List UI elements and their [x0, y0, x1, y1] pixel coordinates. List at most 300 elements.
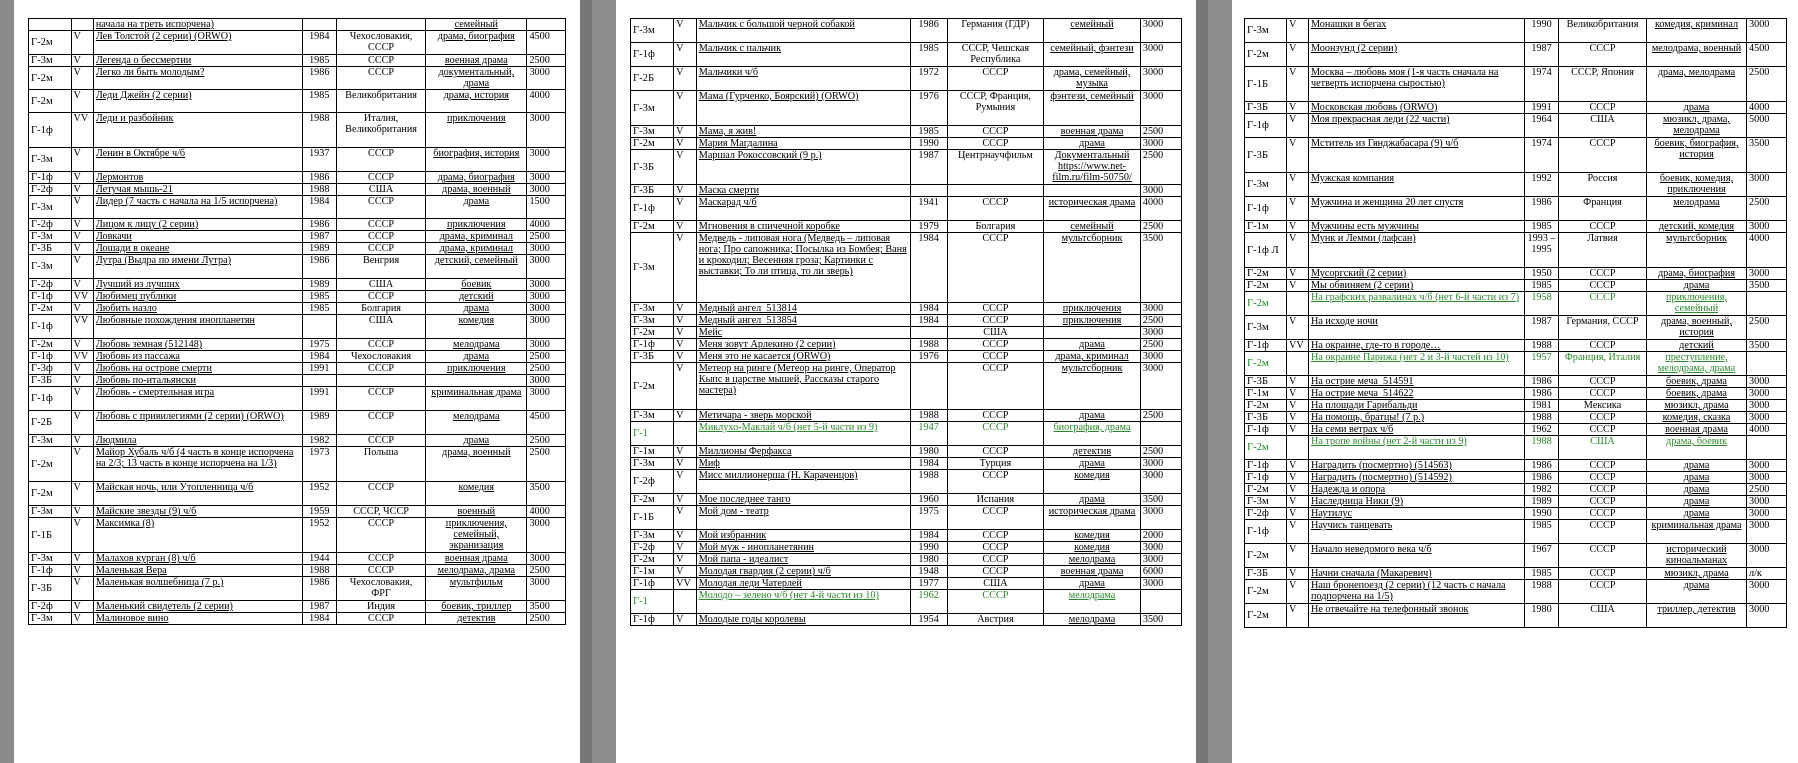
- film-title-cell: Мальчик с пальчик: [696, 43, 910, 67]
- table-row: [1245, 580, 1787, 604]
- check-mark-cell: V: [71, 90, 93, 113]
- film-title-cell: Любовь земная (512148): [93, 339, 302, 351]
- country-cell: СССР: [947, 590, 1044, 614]
- film-title-cell: Мое последнее танго: [696, 494, 910, 506]
- shelf-code-cell: Г-3м: [631, 91, 674, 126]
- shelf-code-cell: Г-3Б: [1245, 376, 1287, 388]
- shelf-code-cell: Г-3м: [631, 303, 674, 315]
- table-row: [29, 184, 566, 196]
- table-row: [29, 518, 566, 553]
- shelf-code-cell: Г-2Б: [631, 67, 674, 91]
- genre-cell: Документальный https://www.net-film.ru/film-50750/: [1044, 150, 1141, 185]
- table-row: [29, 553, 566, 565]
- table-row: [1245, 568, 1787, 580]
- check-mark-cell: V: [1287, 388, 1309, 400]
- check-mark-cell: V: [1287, 568, 1309, 580]
- price-cell: 2500: [527, 435, 566, 447]
- year-cell: 1992: [1525, 173, 1559, 197]
- check-mark-cell: VV: [71, 351, 93, 363]
- shelf-code-cell: Г-3м: [29, 553, 72, 565]
- shelf-code-cell: Г-1ф: [631, 578, 674, 590]
- table-row: [29, 55, 566, 67]
- country-cell: Чехословакия, ФРГ: [336, 577, 425, 601]
- check-mark-cell: V: [71, 255, 93, 279]
- price-cell: 3000: [1747, 400, 1787, 412]
- table-row: [1245, 508, 1787, 520]
- shelf-code-cell: Г-3ф: [29, 363, 72, 375]
- table-row: [631, 506, 1182, 530]
- film-title-cell: Лучший из лучших: [93, 279, 302, 291]
- country-cell: СССР: [336, 231, 425, 243]
- year-cell: 1984: [910, 315, 947, 327]
- genre-cell: приключения: [1044, 315, 1141, 327]
- year-cell: [302, 19, 336, 31]
- table-row: [29, 482, 566, 506]
- shelf-code-cell: Г-3м: [29, 55, 72, 67]
- year-cell: 1990: [1525, 508, 1559, 520]
- genre-cell: биография, драма: [1044, 422, 1141, 446]
- table-row: [1245, 376, 1787, 388]
- film-title-cell: Легко ли быть молодым?: [93, 67, 302, 90]
- year-cell: 1976: [910, 91, 947, 126]
- film-title-cell: Молодая леди Чатерлей: [696, 578, 910, 590]
- genre-cell: драма: [1044, 494, 1141, 506]
- year-cell: 1988: [910, 339, 947, 351]
- country-cell: Чехословакия: [336, 351, 425, 363]
- check-mark-cell: V: [1287, 544, 1309, 568]
- check-mark-cell: V: [1287, 197, 1309, 221]
- year-cell: 1985: [302, 291, 336, 303]
- shelf-code-cell: Г-1ф: [1245, 340, 1287, 352]
- price-cell: 3000: [1747, 460, 1787, 472]
- film-title-cell: Максимка (8): [93, 518, 302, 553]
- genre-cell: исторический киноальманах: [1647, 544, 1747, 568]
- genre-cell: драма: [1647, 508, 1747, 520]
- shelf-code-cell: Г-1ф: [1245, 472, 1287, 484]
- price-cell: 3000: [527, 243, 566, 255]
- country-cell: СССР: [336, 518, 425, 553]
- film-title-cell: Любовь из пассажа: [93, 351, 302, 363]
- price-cell: 2500: [1140, 446, 1181, 458]
- shelf-code-cell: Г-3м: [1245, 173, 1287, 197]
- check-mark-cell: V: [1287, 400, 1309, 412]
- year-cell: 1985: [302, 303, 336, 315]
- table-row: [631, 138, 1182, 150]
- film-title-cell: Маленькая волшебница (7 р.): [93, 577, 302, 601]
- shelf-code-cell: Г-3м: [1245, 316, 1287, 340]
- film-title-cell: Мария Магдалина: [696, 138, 910, 150]
- price-cell: [1140, 590, 1181, 614]
- film-title-cell: Маленький свидетель (2 серии): [93, 601, 302, 613]
- year-cell: 1988: [910, 470, 947, 494]
- genre-cell: военная драма: [1647, 424, 1747, 436]
- film-title-cell: Майская ночь, или Утопленница ч/б: [93, 482, 302, 506]
- price-cell: 3000: [1747, 472, 1787, 484]
- country-cell: СССР: [336, 67, 425, 90]
- film-title-cell: Ловкачи: [93, 231, 302, 243]
- film-title-cell: На графских развалинах ч/б (нет 6-й части из 7): [1309, 292, 1525, 316]
- genre-cell: драма: [1647, 472, 1747, 484]
- check-mark-cell: VV: [1287, 340, 1309, 352]
- film-title-cell: Мой дом - театр: [696, 506, 910, 530]
- genre-cell: драма: [1647, 496, 1747, 508]
- year-cell: 1962: [1525, 424, 1559, 436]
- shelf-code-cell: Г-3Б: [631, 185, 674, 197]
- genre-cell: драма, военный: [426, 184, 527, 196]
- country-cell: СССР: [1559, 138, 1647, 173]
- genre-cell: комедия: [1044, 542, 1141, 554]
- shelf-code-cell: Г-3м: [1245, 19, 1287, 43]
- year-cell: 1947: [910, 422, 947, 446]
- table-row: [1245, 138, 1787, 173]
- check-mark-cell: V: [674, 458, 697, 470]
- genre-cell: военная драма: [1044, 566, 1141, 578]
- country-cell: СССР: [336, 411, 425, 435]
- year-cell: 1974: [1525, 138, 1559, 173]
- year-cell: 1987: [302, 231, 336, 243]
- country-cell: Болгария: [947, 221, 1044, 233]
- genre-cell: драма: [1044, 458, 1141, 470]
- table-row: [29, 613, 566, 625]
- shelf-code-cell: Г-2м: [29, 67, 72, 90]
- genre-cell: детский, семейный: [426, 255, 527, 279]
- shelf-code-cell: Г-2м: [1245, 352, 1287, 376]
- country-cell: СССР: [947, 410, 1044, 422]
- year-cell: 1976: [910, 351, 947, 363]
- table-row: [29, 565, 566, 577]
- film-title-cell: начала на треть испорчена): [93, 19, 302, 31]
- genre-cell: драма, боевик: [1647, 436, 1747, 460]
- year-cell: 1986: [1525, 388, 1559, 400]
- genre-cell: военная драма: [1044, 126, 1141, 138]
- genre-cell: мелодрама: [426, 339, 527, 351]
- film-title-cell: Меня это не касается (ORWO): [696, 351, 910, 363]
- genre-cell: детектив: [1044, 446, 1141, 458]
- page-gap-left: [0, 0, 14, 763]
- check-mark-cell: V: [1287, 280, 1309, 292]
- table-row: [1245, 114, 1787, 138]
- film-title-cell: Молодо – зелено ч/б (нет 4-й части из 10): [696, 590, 910, 614]
- country-cell: [336, 375, 425, 387]
- check-mark-cell: V: [71, 55, 93, 67]
- country-cell: СССР: [947, 446, 1044, 458]
- price-cell: 2500: [1747, 316, 1787, 340]
- film-title-cell: Лицом к лицу (2 серии): [93, 219, 302, 231]
- country-cell: СССР: [1559, 484, 1647, 496]
- check-mark-cell: V: [71, 279, 93, 291]
- table-row: [1245, 412, 1787, 424]
- shelf-code-cell: Г-1ф: [631, 339, 674, 351]
- country-cell: СССР, Франция, Румыния: [947, 91, 1044, 126]
- table-row: [631, 542, 1182, 554]
- table-row: [631, 126, 1182, 138]
- price-cell: 3000: [1140, 138, 1181, 150]
- country-cell: США: [947, 327, 1044, 339]
- check-mark-cell: V: [71, 243, 93, 255]
- genre-cell: драма: [426, 303, 527, 315]
- genre-cell: биография, история: [426, 148, 527, 172]
- check-mark-cell: V: [71, 613, 93, 625]
- table-row: [29, 375, 566, 387]
- price-cell: 3000: [1140, 470, 1181, 494]
- film-title-cell: Начни сначала (Макаревич): [1309, 568, 1525, 580]
- genre-cell: драма: [1647, 460, 1747, 472]
- genre-cell: фэнтези, семейный: [1044, 91, 1141, 126]
- check-mark-cell: V: [674, 43, 697, 67]
- genre-cell: мелодрама: [1044, 590, 1141, 614]
- year-cell: 1988: [910, 410, 947, 422]
- year-cell: 1980: [1525, 604, 1559, 628]
- year-cell: 1985: [302, 90, 336, 113]
- film-title-cell: На площади Гарибальди: [1309, 400, 1525, 412]
- genre-cell: драма, история: [426, 90, 527, 113]
- shelf-code-cell: Г-3Б: [631, 150, 674, 185]
- year-cell: 1984: [302, 31, 336, 55]
- country-cell: Франция, Италия: [1559, 352, 1647, 376]
- shelf-code-cell: Г-1м: [631, 446, 674, 458]
- film-title-cell: Мама, я жив!: [696, 126, 910, 138]
- shelf-code-cell: [29, 19, 72, 31]
- country-cell: СССР: [947, 315, 1044, 327]
- shelf-code-cell: Г-3Б: [1245, 412, 1287, 424]
- film-title-cell: Молодые годы королевы: [696, 614, 910, 626]
- year-cell: 1989: [1525, 496, 1559, 508]
- price-cell: 3000: [527, 279, 566, 291]
- check-mark-cell: V: [674, 303, 697, 315]
- country-cell: СССР: [1559, 568, 1647, 580]
- price-cell: 4000: [527, 219, 566, 231]
- price-cell: 3000: [1140, 19, 1181, 43]
- shelf-code-cell: Г-3м: [631, 530, 674, 542]
- table-row: [1245, 544, 1787, 568]
- shelf-code-cell: Г-1ф Л: [1245, 233, 1287, 268]
- check-mark-cell: [71, 19, 93, 31]
- genre-cell: мультфильм: [426, 577, 527, 601]
- shelf-code-cell: Г-2м: [1245, 268, 1287, 280]
- country-cell: СССР: [1559, 424, 1647, 436]
- genre-cell: семейный: [426, 19, 527, 31]
- shelf-code-cell: Г-2м: [29, 339, 72, 351]
- film-title-cell: Метеор на ринге (Метеор на ринге, Оператор Кыпс в царстве мышей, Рассказы старого мастера): [696, 363, 910, 410]
- page-gap-2-inner: [1208, 0, 1232, 763]
- year-cell: 1989: [302, 279, 336, 291]
- country-cell: Чехословакия, СССР: [336, 31, 425, 55]
- check-mark-cell: V: [674, 197, 697, 221]
- year-cell: 1984: [910, 530, 947, 542]
- shelf-code-cell: Г-1Б: [631, 506, 674, 530]
- check-mark-cell: V: [674, 233, 697, 303]
- table-row: [29, 339, 566, 351]
- shelf-code-cell: Г-3Б: [1245, 568, 1287, 580]
- price-cell: 6000: [1140, 566, 1181, 578]
- shelf-code-cell: Г-2м: [631, 494, 674, 506]
- year-cell: 1985: [1525, 280, 1559, 292]
- country-cell: СССР: [947, 422, 1044, 446]
- film-title-cell: Не отвечайте на телефонный звонок: [1309, 604, 1525, 628]
- table-row: [631, 458, 1182, 470]
- genre-cell: драма: [1044, 339, 1141, 351]
- year-cell: 1972: [910, 67, 947, 91]
- check-mark-cell: V: [1287, 424, 1309, 436]
- price-cell: 4000: [527, 90, 566, 113]
- year-cell: 1988: [1525, 340, 1559, 352]
- price-cell: 3000: [527, 291, 566, 303]
- table-row: [29, 435, 566, 447]
- check-mark-cell: V: [1287, 496, 1309, 508]
- country-cell: СССР: [1559, 292, 1647, 316]
- shelf-code-cell: Г-1ф: [1245, 424, 1287, 436]
- check-mark-cell: V: [674, 185, 697, 197]
- price-cell: 3000: [1140, 43, 1181, 67]
- film-title-cell: Мой папа - идеалист: [696, 554, 910, 566]
- film-title-cell: Мама (Гурченко, Боярский) (ORWO): [696, 91, 910, 126]
- table-row: [631, 339, 1182, 351]
- year-cell: 1984: [910, 303, 947, 315]
- shelf-code-cell: Г-3м: [29, 231, 72, 243]
- shelf-code-cell: Г-2м: [631, 221, 674, 233]
- country-cell: СССР: [336, 219, 425, 231]
- check-mark-cell: V: [71, 553, 93, 565]
- shelf-code-cell: Г-2ф: [29, 184, 72, 196]
- film-title-cell: Наследница Ники (9): [1309, 496, 1525, 508]
- check-mark-cell: V: [71, 172, 93, 184]
- country-cell: Франция: [1559, 197, 1647, 221]
- shelf-code-cell: Г-1ф: [29, 113, 72, 148]
- country-cell: Италия, Великобритания: [336, 113, 425, 148]
- table-row: [631, 614, 1182, 626]
- price-cell: 2500: [1140, 221, 1181, 233]
- check-mark-cell: V: [674, 351, 697, 363]
- shelf-code-cell: Г-2м: [1245, 604, 1287, 628]
- price-cell: 3500: [527, 482, 566, 506]
- check-mark-cell: V: [71, 148, 93, 172]
- price-cell: 3000: [527, 113, 566, 148]
- genre-cell: мелодрама: [1044, 614, 1141, 626]
- country-cell: США: [336, 279, 425, 291]
- genre-cell: приключения, семейный: [1647, 292, 1747, 316]
- table-row: [29, 90, 566, 113]
- check-mark-cell: V: [71, 601, 93, 613]
- shelf-code-cell: Г-1ф: [29, 172, 72, 184]
- country-cell: СССР: [947, 530, 1044, 542]
- year-cell: 1959: [302, 506, 336, 518]
- table-row: [631, 19, 1182, 43]
- check-mark-cell: V: [71, 339, 93, 351]
- year-cell: 1937: [302, 148, 336, 172]
- film-title-cell: Начало неведомого века ч/б: [1309, 544, 1525, 568]
- genre-cell: комедия, криминал: [1647, 19, 1747, 43]
- table-row: [631, 363, 1182, 410]
- table-row: [1245, 472, 1787, 484]
- year-cell: 1990: [910, 542, 947, 554]
- check-mark-cell: VV: [71, 291, 93, 303]
- film-title-cell: Лошади в океане: [93, 243, 302, 255]
- country-cell: Турция: [947, 458, 1044, 470]
- year-cell: 1985: [910, 126, 947, 138]
- table-row: [29, 279, 566, 291]
- year-cell: 1986: [1525, 197, 1559, 221]
- check-mark-cell: VV: [71, 315, 93, 339]
- table-row: [29, 303, 566, 315]
- check-mark-cell: V: [1287, 376, 1309, 388]
- country-cell: СССР: [336, 243, 425, 255]
- shelf-code-cell: Г-2м: [631, 554, 674, 566]
- film-title-cell: Любить назло: [93, 303, 302, 315]
- genre-cell: военная драма: [426, 553, 527, 565]
- shelf-code-cell: Г-1ф: [29, 387, 72, 411]
- price-cell: 3000: [1747, 173, 1787, 197]
- film-title-cell: Лидер (7 часть с начала на 1/5 испорчена): [93, 196, 302, 219]
- price-cell: 3000: [1140, 554, 1181, 566]
- year-cell: 1985: [1525, 221, 1559, 233]
- country-cell: Австрия: [947, 614, 1044, 626]
- table-row: [1245, 173, 1787, 197]
- genre-cell: драма: [1647, 102, 1747, 114]
- genre-cell: драма: [426, 435, 527, 447]
- genre-cell: боевик, триллер: [426, 601, 527, 613]
- price-cell: [1140, 422, 1181, 446]
- shelf-code-cell: Г-2м: [29, 482, 72, 506]
- year-cell: 1975: [302, 339, 336, 351]
- price-cell: 3000: [527, 387, 566, 411]
- check-mark-cell: V: [674, 327, 697, 339]
- table-row: [29, 255, 566, 279]
- year-cell: 1989: [302, 411, 336, 435]
- country-cell: СССР: [1559, 580, 1647, 604]
- genre-cell: приключения: [426, 363, 527, 375]
- genre-cell: [1044, 185, 1141, 197]
- country-cell: СССР: [336, 613, 425, 625]
- price-cell: 3000: [1140, 91, 1181, 126]
- year-cell: 1991: [302, 363, 336, 375]
- check-mark-cell: V: [674, 138, 697, 150]
- check-mark-cell: V: [1287, 221, 1309, 233]
- shelf-code-cell: Г-2м: [29, 447, 72, 482]
- check-mark-cell: V: [674, 614, 697, 626]
- price-cell: 2500: [527, 613, 566, 625]
- genre-cell: боевик: [426, 279, 527, 291]
- film-title-cell: Медведь - липовая нога (Медведь – липовая нога; Про сапожника; Посылка из Бомбея; Ваня и крокодил; Весенняя гроза; Картинки с выставки; То ли птица, то ли зверь): [696, 233, 910, 303]
- price-cell: 3000: [527, 375, 566, 387]
- price-cell: 3000: [527, 172, 566, 184]
- price-cell: 3500: [1140, 614, 1181, 626]
- genre-cell: [1044, 327, 1141, 339]
- table-row: [29, 19, 566, 31]
- table-row: [29, 387, 566, 411]
- table-row: [1245, 484, 1787, 496]
- film-title-cell: Надежда и опора: [1309, 484, 1525, 496]
- year-cell: 1986: [302, 219, 336, 231]
- shelf-code-cell: Г-2м: [1245, 400, 1287, 412]
- year-cell: 1985: [1525, 568, 1559, 580]
- check-mark-cell: V: [1287, 460, 1309, 472]
- shelf-code-cell: Г-2м: [631, 363, 674, 410]
- check-mark-cell: V: [1287, 316, 1309, 340]
- genre-cell: мелодрама, драма: [426, 565, 527, 577]
- year-cell: 1988: [1525, 412, 1559, 424]
- shelf-code-cell: Г-1ф: [1245, 520, 1287, 544]
- film-title-cell: Медный ангел_513854: [696, 315, 910, 327]
- check-mark-cell: V: [71, 231, 93, 243]
- country-cell: СССР: [336, 196, 425, 219]
- country-cell: Центрнаучфильм: [947, 150, 1044, 185]
- year-cell: 1987: [1525, 43, 1559, 67]
- shelf-code-cell: Г-2Б: [29, 411, 72, 435]
- document-page-2: [616, 0, 1196, 763]
- country-cell: Германия, СССР: [1559, 316, 1647, 340]
- price-cell: 4500: [1747, 43, 1787, 67]
- check-mark-cell: V: [674, 494, 697, 506]
